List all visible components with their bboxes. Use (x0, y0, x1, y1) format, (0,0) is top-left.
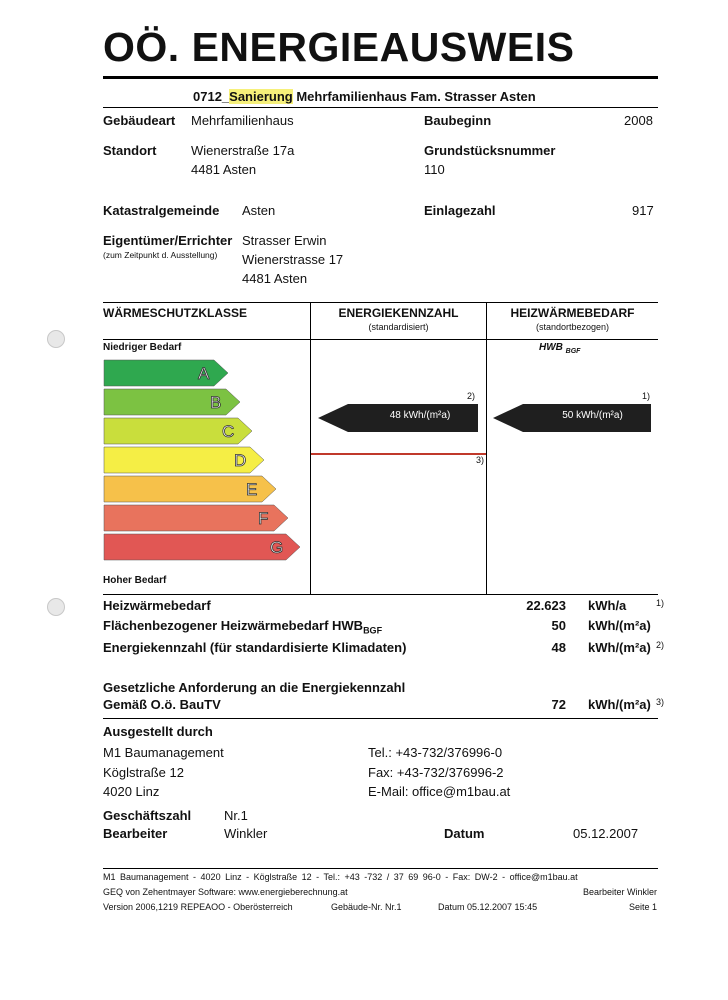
energiekennzahl-label: Energiekennzahl (für standardisierte Klimadaten) (103, 640, 407, 655)
punch-hole-top (47, 330, 65, 348)
standort-city: 4481 Asten (191, 162, 257, 177)
heizwaermebedarf-value: 22.623 (526, 598, 566, 613)
geschaeftszahl-label: Geschäftszahl (103, 808, 192, 823)
datum-label: Datum (444, 826, 485, 841)
grundstueck-value: 110 (424, 162, 445, 177)
footer-rule (103, 868, 658, 869)
bearbeiter-value: Winkler (224, 826, 268, 841)
class-letter-c: C (222, 422, 235, 441)
subtitle-prefix: 0712_ (193, 89, 230, 104)
project-subtitle (193, 89, 536, 104)
bearbeiter-label: Bearbeiter (103, 826, 168, 841)
einlage-label: Einlagezahl (424, 203, 496, 218)
footer-bearbeiter: Bearbeiter Winkler (582, 887, 657, 897)
issuer-street: Köglstraße 12 (103, 765, 184, 780)
kataster-label: Katastralgemeinde (103, 203, 220, 218)
energiekennzahl-subheader: (standardisiert) (368, 322, 429, 332)
issuer-tel: Tel.: +43-732/376996-0 (368, 745, 503, 760)
energiekennzahl-header: ENERGIEKENNZAHL (338, 306, 459, 320)
heizwaermebedarf-subheader: (standortbezogen) (535, 322, 610, 332)
footer-software: GEQ von Zehentmayer Software: www.energieberechnung.at (103, 887, 348, 897)
gebaeudeart-value: Mehrfamilienhaus (191, 113, 294, 128)
anforderung-label-2: Gemäß O.ö. BauTV (103, 697, 221, 712)
high-demand-label: Hoher Bedarf (103, 575, 167, 586)
heizwaermebedarf-header: HEIZWÄRMEBEDARF (510, 306, 635, 320)
issuer-fax: Fax: +43-732/376996-2 (368, 765, 504, 780)
energiekennzahl-value: 48 (551, 640, 566, 655)
heizwaermebedarf-note: 1) (656, 598, 665, 608)
requirement-line (311, 453, 486, 455)
hwb-arrow-label: 50 kWh/(m²a) (562, 410, 623, 421)
efficiency-class-bars (100, 358, 305, 568)
energiekennzahl-note: 2) (656, 640, 665, 650)
footer-gebaeude-nr: Gebäude-Nr. Nr.1 (331, 902, 402, 912)
subtitle-rest: Mehrfamilienhaus Fam. Strasser Asten (292, 89, 536, 104)
anforderung-note: 3) (656, 697, 665, 707)
issuer-title: Ausgestellt durch (103, 724, 213, 739)
heizwaermebedarf-unit: kWh/a (588, 598, 627, 613)
standort-street: Wienerstraße 17a (191, 143, 295, 158)
low-demand-label: Niedriger Bedarf (103, 342, 182, 353)
hwb-sub: BGF (565, 348, 581, 355)
eigentuemer-street: Wienerstrasse 17 (242, 252, 344, 267)
hwb-flaechen-label-text: Flächenbezogener Heizwärmebedarf HWB (103, 618, 364, 633)
issuer-email: E-Mail: office@m1bau.at (368, 784, 511, 799)
baubeginn-label: Baubeginn (424, 113, 492, 128)
page-title: OÖ. ENERGIEAUSWEIS (103, 24, 575, 70)
hwb-label: HWB (539, 342, 563, 353)
eigentuemer-label: Eigentümer/Errichter (103, 233, 233, 248)
class-letter-b: B (210, 393, 222, 412)
footer-version: Version 2006,1219 REPEAOO - Oberösterreich (103, 902, 293, 912)
issuer-company: M1 Baumanagement (103, 745, 224, 760)
hwb-bgf-label (539, 342, 580, 355)
ekz-arrow-label: 48 kWh/(m²a) (389, 410, 451, 421)
class-bar-a (104, 360, 228, 386)
issuer-city: 4020 Linz (103, 784, 160, 799)
geschaeftszahl-value: Nr.1 (224, 808, 248, 823)
hwb-flaechen-value: 50 (551, 618, 566, 633)
class-letter-e: E (246, 480, 258, 499)
einlage-value: 917 (632, 203, 654, 218)
scale-bottom-rule (103, 594, 658, 595)
eigentuemer-name: Strasser Erwin (242, 233, 327, 248)
anforderung-unit: kWh/(m²a) (588, 697, 651, 712)
grundstueck-label: Grundstücksnummer (424, 143, 556, 158)
heizwaermebedarf-label: Heizwärmebedarf (103, 598, 211, 613)
footer-page: Seite 1 (628, 902, 657, 912)
baubeginn-value: 2008 (624, 113, 653, 128)
scale-header-rule (103, 339, 658, 340)
anforderung-label-1: Gesetzliche Anforderung an die Energiekennzahl (103, 680, 406, 695)
class-letter-a: A (198, 364, 210, 383)
requirement-note: 3) (476, 455, 485, 465)
ekz-note: 2) (467, 391, 476, 401)
eigentuemer-city: 4481 Asten (242, 271, 308, 286)
punch-hole-bottom (47, 598, 65, 616)
datum-value: 05.12.2007 (573, 826, 639, 841)
energiekennzahl-unit: kWh/(m²a) (588, 640, 651, 655)
scale-col-divider-2 (486, 302, 487, 595)
class-letter-d: D (234, 451, 247, 470)
scale-col-divider-1 (310, 302, 311, 595)
subtitle-rule (103, 107, 658, 108)
footer-datum: Datum 05.12.2007 15:45 (438, 902, 538, 912)
footer-line-1: M1 Baumanagement - 4020 Linz - Köglstraße 12 - Tel.: +43 -732 / 37 69 96-0 - Fax: DW-2 - office@m1bau.at (103, 872, 578, 882)
gebaeudeart-label: Gebäudeart (103, 113, 176, 128)
kataster-value: Asten (242, 203, 276, 218)
standort-label: Standort (103, 143, 157, 158)
scale-top-rule (103, 302, 658, 303)
anforderung-value: 72 (551, 697, 566, 712)
hwb-flaechen-label-sub: BGF (363, 625, 383, 636)
eigentuemer-sublabel: (zum Zeitpunkt d. Ausstellung) (103, 250, 218, 260)
hwb-flaechen-label (103, 618, 382, 636)
hwb-note: 1) (642, 391, 651, 401)
waermeschutzklasse-header: WÄRMESCHUTZKLASSE (103, 306, 247, 320)
class-letter-g: G (270, 538, 284, 557)
subtitle-highlight: Sanierung (229, 89, 293, 104)
hwb-flaechen-unit: kWh/(m²a) (588, 618, 651, 633)
title-rule (103, 76, 658, 79)
class-letter-f: F (258, 509, 269, 528)
issuer-rule (103, 718, 658, 719)
